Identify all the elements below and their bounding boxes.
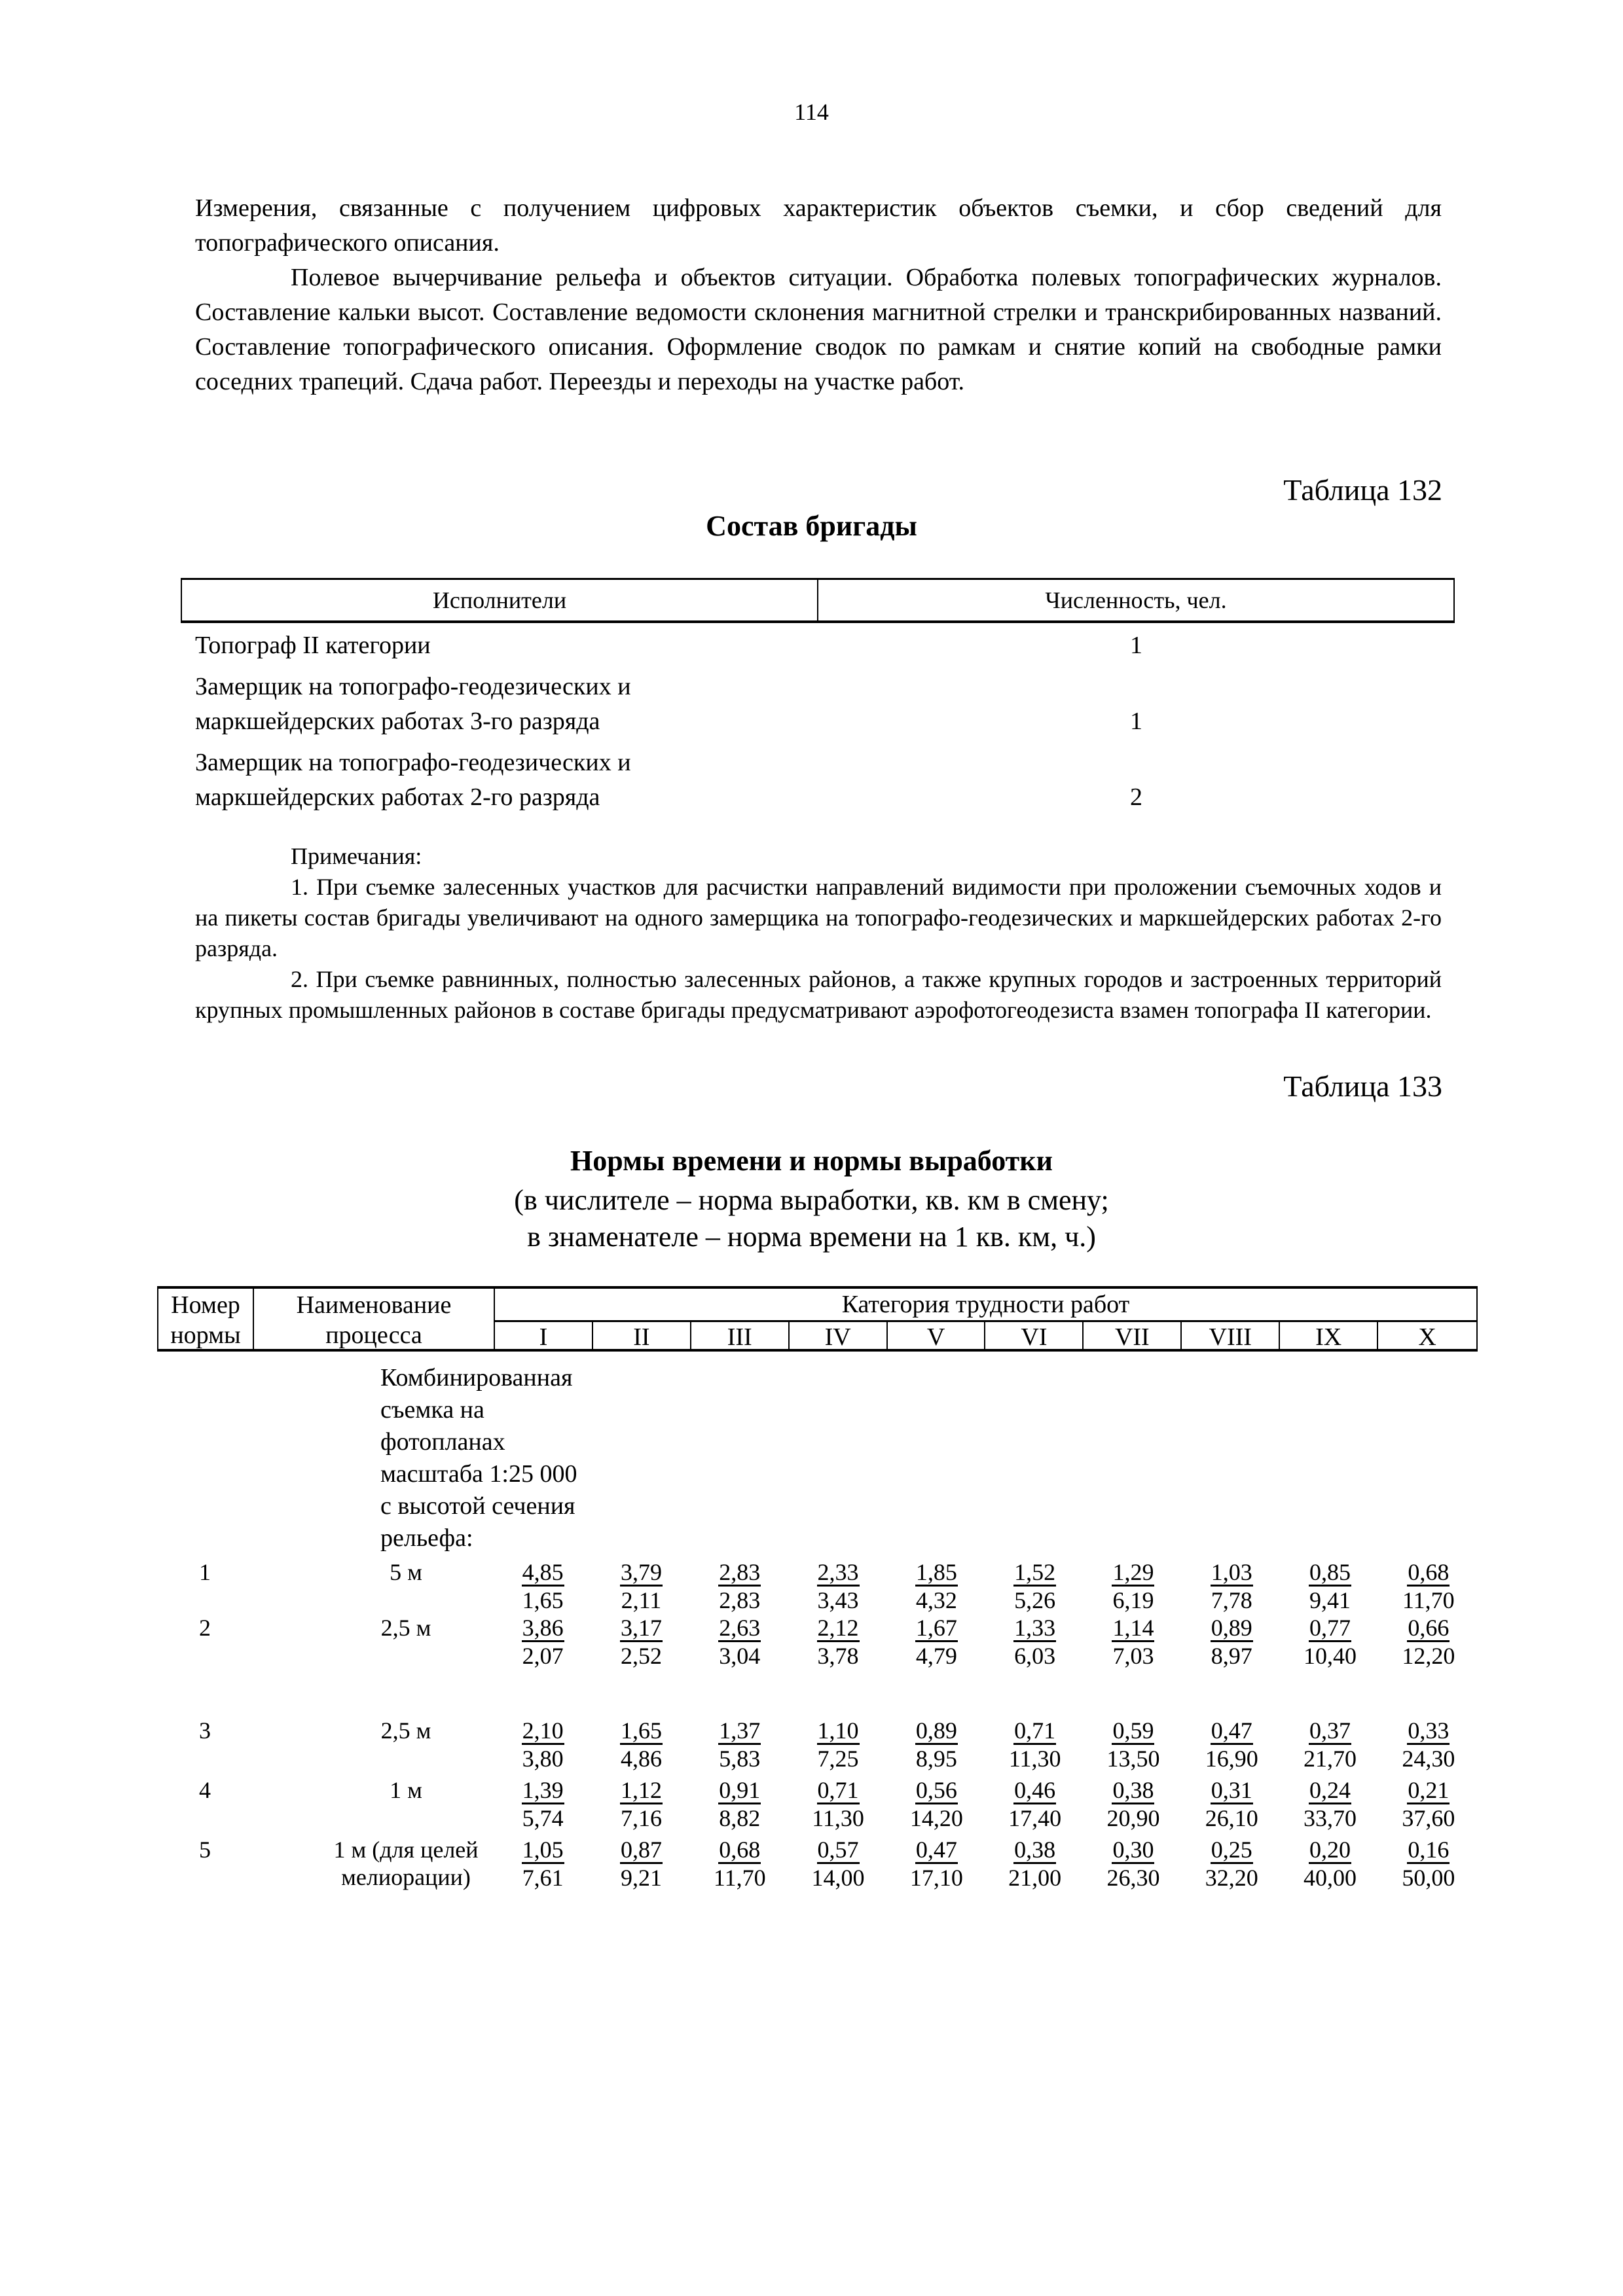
time-norm: 9,21 bbox=[620, 1865, 662, 1891]
fraction bbox=[1112, 1615, 1154, 1670]
output-norm: 0,20 bbox=[1309, 1837, 1351, 1863]
time-norm: 24,30 bbox=[1402, 1746, 1455, 1772]
headcount-value: 1 bbox=[1130, 632, 1142, 659]
value-cell-cat-10 bbox=[1379, 1558, 1478, 1614]
table-row bbox=[157, 1776, 1478, 1832]
table-row bbox=[157, 1717, 1478, 1772]
headcount-value: 2 bbox=[1130, 783, 1142, 811]
time-norm: 5,74 bbox=[522, 1805, 564, 1831]
time-norm: 5,26 bbox=[1014, 1587, 1056, 1613]
value-cell-cat-1 bbox=[494, 1614, 592, 1670]
fraction bbox=[812, 1778, 864, 1832]
output-norm: 3,79 bbox=[620, 1559, 662, 1585]
time-norm: 11,30 bbox=[1008, 1746, 1061, 1772]
fraction bbox=[1106, 1837, 1159, 1892]
header-performers: Исполнители bbox=[182, 580, 818, 620]
output-norm: 0,66 bbox=[1408, 1615, 1450, 1641]
table-133-label: Таблица 133 bbox=[1283, 1069, 1442, 1103]
norm-number: 1 bbox=[199, 1559, 211, 1585]
output-norm: 1,03 bbox=[1211, 1559, 1252, 1585]
fraction bbox=[1304, 1778, 1357, 1832]
output-norm: 0,47 bbox=[915, 1837, 957, 1863]
performer-name: маркшейдерских работах 3-го разряда bbox=[195, 708, 600, 735]
value-cell-cat-2 bbox=[592, 1614, 690, 1670]
value-cell-cat-10 bbox=[1379, 1776, 1478, 1832]
time-norm: 21,00 bbox=[1008, 1865, 1062, 1891]
fraction bbox=[620, 1560, 663, 1614]
output-norm: 3,86 bbox=[522, 1615, 564, 1641]
fraction bbox=[915, 1718, 958, 1772]
value-cell-cat-2 bbox=[592, 1558, 690, 1614]
time-norm: 3,80 bbox=[522, 1746, 564, 1772]
value-cell-cat-9 bbox=[1281, 1836, 1379, 1892]
time-norm: 4,86 bbox=[620, 1746, 662, 1772]
performer-name: Замерщик на топографо-геодезических и bbox=[195, 673, 631, 700]
group-title-row bbox=[157, 1352, 1478, 1554]
fraction bbox=[620, 1718, 663, 1772]
output-norm: 1,65 bbox=[620, 1717, 662, 1744]
performer-name: Топограф II категории bbox=[195, 632, 431, 659]
fraction bbox=[718, 1560, 761, 1614]
subtitle-line: в знаменателе – норма времени на 1 кв. км, ч.) bbox=[527, 1221, 1096, 1253]
output-norm: 1,52 bbox=[1014, 1559, 1056, 1585]
time-norm: 26,10 bbox=[1205, 1805, 1258, 1831]
process-name: 2,5 м bbox=[380, 1717, 431, 1744]
table-133-subtitle bbox=[0, 1182, 1623, 1255]
fraction bbox=[1304, 1718, 1357, 1772]
time-norm: 2,83 bbox=[719, 1587, 761, 1613]
output-norm: 1,05 bbox=[522, 1837, 564, 1863]
time-norm: 7,78 bbox=[1211, 1587, 1252, 1613]
time-norm: 4,32 bbox=[915, 1587, 957, 1613]
fraction bbox=[910, 1778, 963, 1832]
fraction bbox=[522, 1560, 564, 1614]
fraction bbox=[915, 1560, 958, 1614]
value-cell-cat-3 bbox=[691, 1717, 789, 1772]
fraction bbox=[1008, 1778, 1061, 1832]
time-norm: 32,20 bbox=[1205, 1865, 1258, 1891]
fraction bbox=[620, 1778, 663, 1832]
time-norm: 10,40 bbox=[1304, 1643, 1357, 1669]
header-category-10: X bbox=[1418, 1323, 1436, 1351]
fraction bbox=[1211, 1615, 1253, 1670]
value-cell-cat-1 bbox=[494, 1717, 592, 1772]
value-cell-cat-7 bbox=[1084, 1614, 1182, 1670]
fraction bbox=[620, 1837, 663, 1892]
output-norm: 0,71 bbox=[1014, 1717, 1056, 1744]
fraction bbox=[1402, 1778, 1455, 1832]
value-cell-cat-4 bbox=[789, 1717, 887, 1772]
table-row bbox=[157, 1614, 1478, 1670]
process-name: 5 м bbox=[390, 1559, 422, 1585]
output-norm: 0,71 bbox=[817, 1777, 859, 1803]
time-norm: 14,20 bbox=[909, 1805, 963, 1831]
output-norm: 0,16 bbox=[1408, 1837, 1450, 1863]
value-cell-cat-3 bbox=[691, 1558, 789, 1614]
time-norm: 2,11 bbox=[621, 1587, 662, 1613]
fraction bbox=[1402, 1718, 1455, 1772]
fraction bbox=[1008, 1837, 1061, 1892]
header-category-8: VIII bbox=[1182, 1322, 1280, 1352]
output-norm: 2,12 bbox=[817, 1615, 859, 1641]
time-norm: 33,70 bbox=[1304, 1805, 1357, 1831]
fraction bbox=[1309, 1560, 1351, 1614]
output-norm: 0,30 bbox=[1112, 1837, 1154, 1863]
value-cell-cat-5 bbox=[887, 1558, 985, 1614]
time-norm: 8,95 bbox=[915, 1746, 957, 1772]
value-cell-cat-5 bbox=[887, 1614, 985, 1670]
value-cell-cat-2 bbox=[592, 1776, 690, 1832]
value-cell-cat-4 bbox=[789, 1836, 887, 1892]
fraction bbox=[1205, 1837, 1258, 1892]
value-cell-cat-7 bbox=[1084, 1836, 1182, 1892]
output-norm: 0,77 bbox=[1309, 1615, 1351, 1641]
value-cell-cat-9 bbox=[1281, 1558, 1379, 1614]
header-category-2: II bbox=[593, 1322, 691, 1352]
note-item: 1. При съемке залесенных участков для расчистки направлений видимости при проложении съемочных ходов и на пикеты состав бригады увеличивают на одного замерщика на топографо-геодезических и маркшейдерских работах 2-го разряда. bbox=[195, 874, 1442, 961]
header-difficulty-category: Категория трудности работ bbox=[495, 1289, 1476, 1322]
output-norm: 0,21 bbox=[1408, 1777, 1450, 1803]
output-norm: 2,83 bbox=[719, 1559, 761, 1585]
header-category-6: VI bbox=[985, 1322, 1084, 1352]
value-cell-cat-9 bbox=[1281, 1776, 1379, 1832]
output-norm: 2,33 bbox=[817, 1559, 859, 1585]
table-132-title: Состав бригады bbox=[706, 510, 917, 542]
output-norm: 1,29 bbox=[1112, 1559, 1154, 1585]
fraction bbox=[522, 1778, 564, 1832]
time-norm: 3,78 bbox=[817, 1643, 859, 1669]
time-norm: 12,20 bbox=[1402, 1643, 1455, 1669]
table-row bbox=[181, 628, 1455, 663]
value-cell-cat-1 bbox=[494, 1776, 592, 1832]
time-norm: 16,90 bbox=[1205, 1746, 1258, 1772]
time-norm: 4,79 bbox=[915, 1643, 957, 1669]
time-norm: 50,00 bbox=[1402, 1865, 1455, 1891]
time-norm: 7,16 bbox=[620, 1805, 662, 1831]
fraction bbox=[915, 1615, 958, 1670]
fraction bbox=[1402, 1837, 1455, 1892]
time-norm: 2,52 bbox=[620, 1643, 662, 1669]
output-norm: 1,33 bbox=[1014, 1615, 1056, 1641]
fraction bbox=[1211, 1560, 1253, 1614]
time-norm: 2,07 bbox=[522, 1643, 564, 1669]
time-norm: 9,41 bbox=[1309, 1587, 1351, 1613]
output-norm: 0,46 bbox=[1014, 1777, 1056, 1803]
norm-number: 2 bbox=[199, 1615, 211, 1641]
value-cell-cat-1 bbox=[494, 1836, 592, 1892]
output-norm: 0,56 bbox=[915, 1777, 957, 1803]
fraction bbox=[817, 1615, 860, 1670]
output-norm: 1,85 bbox=[915, 1559, 957, 1585]
fraction bbox=[718, 1778, 761, 1832]
table-row bbox=[157, 1836, 1478, 1892]
process-name: 1 м bbox=[390, 1777, 422, 1803]
output-norm: 0,89 bbox=[1211, 1615, 1252, 1641]
value-cell-cat-6 bbox=[986, 1558, 1084, 1614]
output-norm: 1,37 bbox=[719, 1717, 761, 1744]
header-headcount: Численность, чел. bbox=[1045, 587, 1227, 613]
fraction bbox=[1013, 1615, 1056, 1670]
group-title: Комбинированная съемка на фотопланах масштаба 1:25 000 с высотой сечения рельефа: bbox=[380, 1364, 577, 1552]
value-cell-cat-10 bbox=[1379, 1614, 1478, 1670]
time-norm: 40,00 bbox=[1304, 1865, 1357, 1891]
value-cell-cat-4 bbox=[789, 1558, 887, 1614]
table-133-title: Нормы времени и нормы выработки bbox=[570, 1145, 1053, 1177]
norm-number: 5 bbox=[199, 1837, 211, 1863]
table-row bbox=[181, 670, 1455, 739]
time-norm: 21,70 bbox=[1304, 1746, 1357, 1772]
value-cell-cat-3 bbox=[691, 1614, 789, 1670]
table-132-body bbox=[181, 628, 1455, 821]
output-norm: 1,10 bbox=[817, 1717, 859, 1744]
output-norm: 4,85 bbox=[522, 1559, 564, 1585]
output-norm: 1,14 bbox=[1112, 1615, 1154, 1641]
output-norm: 0,38 bbox=[1112, 1777, 1154, 1803]
time-norm: 17,10 bbox=[909, 1865, 963, 1891]
value-cell-cat-6 bbox=[986, 1717, 1084, 1772]
fraction bbox=[718, 1718, 761, 1772]
output-norm: 0,91 bbox=[719, 1777, 761, 1803]
value-cell-cat-10 bbox=[1379, 1836, 1478, 1892]
header-category-3: III bbox=[691, 1322, 790, 1352]
fraction bbox=[1106, 1718, 1159, 1772]
header-category-5: V bbox=[888, 1322, 986, 1352]
fraction bbox=[1304, 1837, 1357, 1892]
table-row bbox=[157, 1558, 1478, 1614]
value-cell-cat-3 bbox=[691, 1836, 789, 1892]
value-cell-cat-8 bbox=[1182, 1717, 1281, 1772]
value-cell-cat-7 bbox=[1084, 1776, 1182, 1832]
performer-name: маркшейдерских работах 2-го разряда bbox=[195, 783, 600, 811]
time-norm: 6,03 bbox=[1014, 1643, 1056, 1669]
value-cell-cat-3 bbox=[691, 1776, 789, 1832]
time-norm: 7,61 bbox=[522, 1865, 564, 1891]
fraction bbox=[714, 1837, 766, 1892]
headcount-value: 1 bbox=[1130, 708, 1142, 735]
value-cell-cat-5 bbox=[887, 1776, 985, 1832]
fraction bbox=[522, 1615, 564, 1670]
time-norm: 11,70 bbox=[713, 1865, 766, 1891]
intro-paragraph: Полевое вычерчивание рельефа и объектов ситуации. Обработка полевых топографических журналов. Составление кальки высот. Составление ведомости склонения магнитной стрелки и транскрибированных названий. Составление топографического описания. Оформление сводок по рамкам и снятие копий на свободные рамки соседних трапеций. Сдача работ. Переезды и переходы на участке работ. bbox=[195, 264, 1442, 395]
output-norm: 0,68 bbox=[719, 1837, 761, 1863]
notes-heading: Примечания: bbox=[291, 843, 422, 869]
fraction bbox=[1402, 1615, 1455, 1670]
value-cell-cat-6 bbox=[986, 1836, 1084, 1892]
subtitle-line: (в числителе – норма выработки, кв. км в смену; bbox=[514, 1184, 1109, 1216]
table-row bbox=[181, 745, 1455, 815]
fraction bbox=[1009, 1718, 1061, 1772]
time-norm: 11,70 bbox=[1402, 1587, 1455, 1613]
time-norm: 7,25 bbox=[817, 1746, 859, 1772]
output-norm: 1,12 bbox=[620, 1777, 662, 1803]
value-cell-cat-1 bbox=[494, 1558, 592, 1614]
time-norm: 8,97 bbox=[1211, 1643, 1252, 1669]
time-norm: 26,30 bbox=[1106, 1865, 1160, 1891]
output-norm: 1,39 bbox=[522, 1777, 564, 1803]
fraction bbox=[817, 1718, 860, 1772]
value-cell-cat-7 bbox=[1084, 1558, 1182, 1614]
page-number: 114 bbox=[794, 99, 829, 125]
time-norm: 20,90 bbox=[1106, 1805, 1160, 1831]
output-norm: 3,17 bbox=[620, 1615, 662, 1641]
output-norm: 2,10 bbox=[522, 1717, 564, 1744]
output-norm: 0,24 bbox=[1309, 1777, 1351, 1803]
time-norm: 13,50 bbox=[1106, 1746, 1160, 1772]
value-cell-cat-6 bbox=[986, 1776, 1084, 1832]
output-norm: 1,67 bbox=[915, 1615, 957, 1641]
value-cell-cat-5 bbox=[887, 1717, 985, 1772]
fraction bbox=[817, 1560, 860, 1614]
fraction bbox=[910, 1837, 963, 1892]
note-item: 2. При съемке равнинных, полностью залесенных районов, а также крупных городов и застроенных территорий крупных промышленных районов в составе бригады предусматривают аэрофотогеодезиста взамен топографа II категории. bbox=[195, 966, 1442, 1023]
time-norm: 1,65 bbox=[522, 1587, 564, 1613]
value-cell-cat-10 bbox=[1379, 1717, 1478, 1772]
fraction bbox=[522, 1718, 564, 1772]
fraction bbox=[620, 1615, 663, 1670]
output-norm: 0,57 bbox=[817, 1837, 859, 1863]
header-norm-number: Номер нормы bbox=[158, 1289, 254, 1352]
time-norm: 7,03 bbox=[1112, 1643, 1154, 1669]
time-norm: 8,82 bbox=[719, 1805, 761, 1831]
intro-paragraph: Измерения, связанные с получением цифровых характеристик объектов съемки, и сбор сведений для топографического описания. bbox=[195, 194, 1442, 257]
fraction bbox=[1106, 1778, 1159, 1832]
table-133-header bbox=[157, 1286, 1478, 1352]
time-norm: 17,40 bbox=[1008, 1805, 1062, 1831]
fraction bbox=[522, 1837, 564, 1892]
value-cell-cat-2 bbox=[592, 1717, 690, 1772]
fraction bbox=[1402, 1560, 1455, 1614]
time-norm: 6,19 bbox=[1112, 1587, 1154, 1613]
value-cell-cat-6 bbox=[986, 1614, 1084, 1670]
norm-number: 4 bbox=[199, 1777, 211, 1803]
output-norm: 0,33 bbox=[1408, 1717, 1450, 1744]
performer-name: Замерщик на топографо-геодезических и bbox=[195, 749, 631, 776]
process-name: 2,5 м bbox=[380, 1615, 431, 1641]
output-norm: 0,25 bbox=[1211, 1837, 1252, 1863]
time-norm: 5,83 bbox=[719, 1746, 761, 1772]
output-norm: 0,37 bbox=[1309, 1717, 1351, 1744]
header-process-name: Наименование процесса bbox=[254, 1289, 495, 1352]
value-cell-cat-5 bbox=[887, 1836, 985, 1892]
output-norm: 0,68 bbox=[1408, 1559, 1450, 1585]
output-norm: 0,47 bbox=[1211, 1717, 1252, 1744]
value-cell-cat-7 bbox=[1084, 1717, 1182, 1772]
output-norm: 2,63 bbox=[719, 1615, 761, 1641]
output-norm: 0,89 bbox=[915, 1717, 957, 1744]
table-132-header bbox=[181, 578, 1455, 623]
time-norm: 3,04 bbox=[719, 1643, 761, 1669]
table-133 bbox=[157, 1286, 1478, 1892]
time-norm: 14,00 bbox=[811, 1865, 865, 1891]
fraction bbox=[1205, 1778, 1258, 1832]
header-category-9: IX bbox=[1280, 1322, 1378, 1352]
fraction bbox=[718, 1615, 761, 1670]
time-norm: 11,30 bbox=[812, 1805, 864, 1831]
table-133-body bbox=[157, 1352, 1478, 1892]
header-category-1: I bbox=[495, 1322, 593, 1352]
header-category-4: IV bbox=[790, 1322, 888, 1352]
value-cell-cat-4 bbox=[789, 1614, 887, 1670]
notes bbox=[195, 841, 1442, 1026]
value-cell-cat-8 bbox=[1182, 1836, 1281, 1892]
value-cell-cat-8 bbox=[1182, 1776, 1281, 1832]
output-norm: 0,31 bbox=[1211, 1777, 1252, 1803]
value-cell-cat-9 bbox=[1281, 1614, 1379, 1670]
header-category-7: VII bbox=[1084, 1322, 1182, 1352]
intro-text bbox=[195, 191, 1442, 399]
table-132-label: Таблица 132 bbox=[1283, 473, 1442, 507]
time-norm: 37,60 bbox=[1402, 1805, 1455, 1831]
output-norm: 0,38 bbox=[1014, 1837, 1056, 1863]
value-cell-cat-9 bbox=[1281, 1717, 1379, 1772]
fraction bbox=[1304, 1615, 1357, 1670]
process-name: 1 м (для целей мелиорации) bbox=[333, 1837, 479, 1890]
output-norm: 0,87 bbox=[620, 1837, 662, 1863]
value-cell-cat-4 bbox=[789, 1776, 887, 1832]
value-cell-cat-8 bbox=[1182, 1614, 1281, 1670]
output-norm: 0,85 bbox=[1309, 1559, 1351, 1585]
fraction bbox=[1112, 1560, 1154, 1614]
fraction bbox=[1205, 1718, 1258, 1772]
fraction bbox=[812, 1837, 865, 1892]
output-norm: 0,59 bbox=[1112, 1717, 1154, 1744]
fraction bbox=[1013, 1560, 1056, 1614]
time-norm: 3,43 bbox=[817, 1587, 859, 1613]
value-cell-cat-8 bbox=[1182, 1558, 1281, 1614]
norm-number: 3 bbox=[199, 1717, 211, 1744]
value-cell-cat-2 bbox=[592, 1836, 690, 1892]
